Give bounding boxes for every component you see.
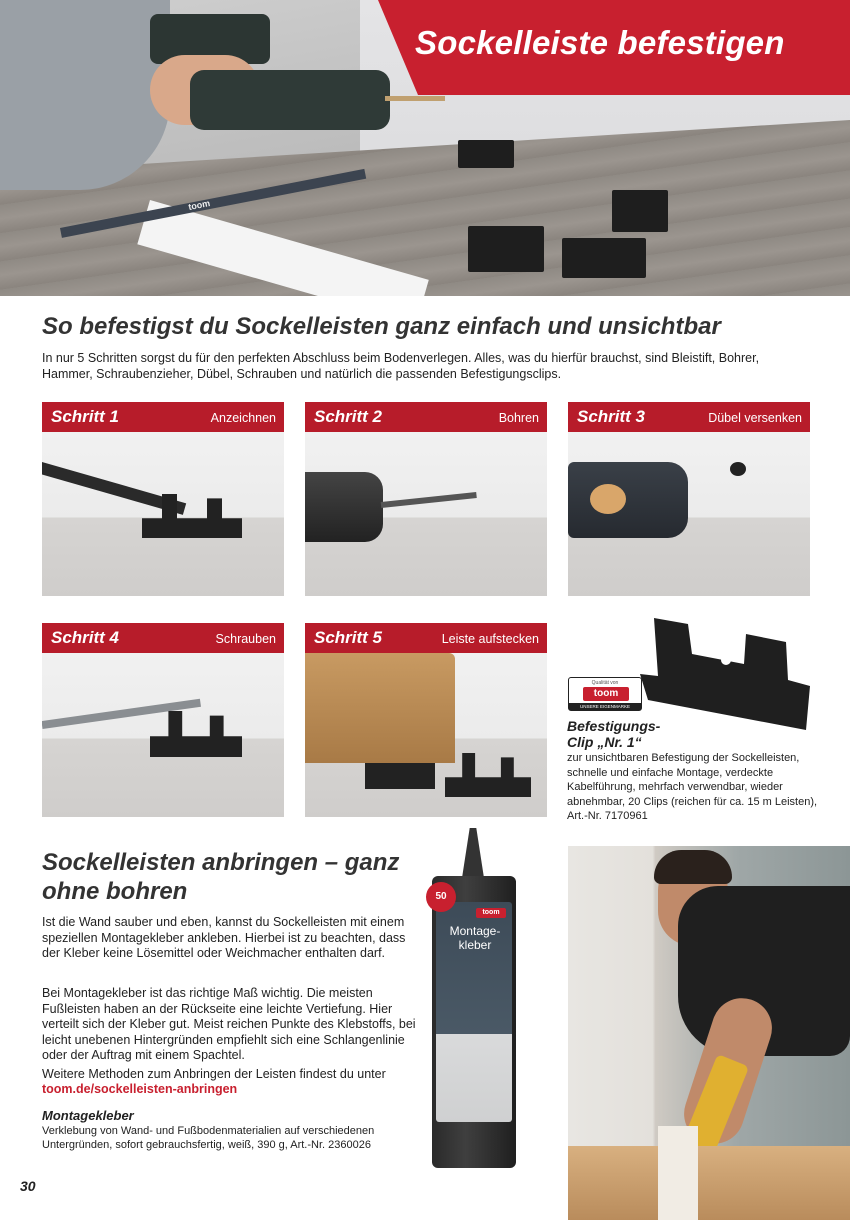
dowel-shape bbox=[730, 462, 746, 476]
glue-paragraph-1: Ist die Wand sauber und eben, kannst du Sockelleisten mit einem speziellen Montagekleber ankleben. Hierbei ist zu beachten, dass der Kleber keine Lösemittel oder Weichmacher enthalten darf. bbox=[42, 915, 406, 960]
worker-hair bbox=[654, 850, 732, 884]
hero-drill-bit bbox=[385, 96, 445, 101]
section-headline: So befestigst du Sockelleisten ganz einfach und unsichtbar bbox=[42, 313, 721, 340]
intro-text: In nur 5 Schritten sorgst du für den perfekten Abschluss beim Bodenverlegen. Alles, was du hierfür brauchst, sind Bleistift, Bohrer, Hammer, Schraubenzieher, Dübel, Schrauben und natürlich die passenden Befestigungsclips. bbox=[42, 351, 760, 381]
hero-clip bbox=[468, 226, 544, 272]
tube-label bbox=[436, 902, 512, 1122]
step-description: Dübel versenken bbox=[708, 411, 802, 425]
step-photo bbox=[305, 432, 547, 596]
step-description: Anzeichnen bbox=[210, 411, 276, 425]
clip-shape bbox=[365, 763, 435, 789]
hero-clip bbox=[562, 238, 646, 278]
logo-tagline: UNSERE EIGENMARKE bbox=[569, 703, 641, 710]
tube-product-name: Montage- kleber bbox=[449, 924, 501, 952]
pencil-brand: toom bbox=[187, 198, 211, 213]
step-label: Schritt 5 bbox=[314, 628, 383, 647]
clip-shape bbox=[445, 753, 531, 797]
glue-paragraph-3: Weitere Methoden zum Anbringen der Leisten findest du unter bbox=[42, 1067, 386, 1081]
hero-image bbox=[0, 0, 850, 296]
step-card-3 bbox=[568, 402, 810, 596]
clip-name-line2: Clip „Nr. 1“ bbox=[567, 734, 642, 750]
hero-clip bbox=[458, 140, 514, 168]
step-card-5 bbox=[305, 623, 547, 817]
step-photo bbox=[305, 653, 547, 817]
worker-skirting bbox=[658, 1126, 698, 1220]
step-label: Schritt 1 bbox=[51, 407, 120, 426]
step-label: Schritt 2 bbox=[314, 407, 383, 426]
hero-drill bbox=[190, 70, 390, 130]
glue-paragraph-2: Bei Montagekleber ist das richtige Maß wichtig. Die meisten Fußleisten haben an der Rückseite eine leichte Vertiefung. Hier verteilt sich der Kleber gut. Meist reichen Punkte des Klebstoffs, bei leicht unebenen Hintergründen empfiehlt sich eine Schlangenlinie oder der Auftrag mit einem Spachtel. bbox=[42, 986, 416, 1062]
worker-floor bbox=[568, 1146, 850, 1220]
tube-brand: toom bbox=[476, 908, 506, 918]
toom-quality-logo bbox=[568, 677, 642, 711]
step-photo bbox=[42, 653, 284, 817]
step-description: Bohren bbox=[498, 411, 539, 425]
step-header bbox=[568, 402, 810, 432]
step-header bbox=[305, 402, 547, 432]
worker-photo bbox=[568, 846, 850, 1220]
step-description: Leiste aufstecken bbox=[441, 632, 539, 646]
skirting-board-shape bbox=[305, 653, 455, 763]
page-title: Sockelleiste befestigen bbox=[415, 24, 785, 61]
clip-name-line1: Befestigungs- bbox=[567, 718, 661, 734]
glue-product-name: Montagekleber bbox=[42, 1108, 134, 1123]
clip-product-description: zur unsichtbaren Befestigung der Sockelleisten, schnelle und einfache Montage, verdeckte Kabelführung, mehrfach verwendbar, wieder abnehmbar, 20 Clips (reichen für ca. 15 m Leisten), Art.-Nr. 7170961 bbox=[567, 752, 818, 822]
montagekleber-tube bbox=[432, 872, 516, 1172]
hammer-head-shape bbox=[568, 462, 688, 538]
step-label: Schritt 3 bbox=[577, 407, 646, 426]
clip-shape bbox=[150, 711, 242, 757]
drill-bit-shape bbox=[381, 492, 477, 508]
logo-quality-text: Qualität von bbox=[591, 680, 619, 686]
step-label: Schritt 4 bbox=[51, 628, 120, 647]
logo-brand: toom bbox=[583, 687, 629, 701]
glue-headline: Sockelleisten anbringen – ganz ohne bohren bbox=[42, 849, 400, 905]
step-header bbox=[42, 402, 284, 432]
step-photo bbox=[568, 432, 810, 596]
hammer-handle-shape bbox=[590, 484, 626, 514]
step-description: Schrauben bbox=[215, 632, 276, 646]
drill-chuck-shape bbox=[305, 472, 383, 542]
tube-badge: 50 bbox=[426, 882, 456, 912]
hero-arm bbox=[0, 0, 170, 190]
more-methods-link[interactable]: toom.de/sockelleisten-anbringen bbox=[42, 1082, 238, 1096]
step-card-1 bbox=[42, 402, 284, 596]
step-header bbox=[305, 623, 547, 653]
glue-product-description: Verklebung von Wand- und Fußbodenmaterialien auf verschiedenen Untergründen, sofort gebrauchsfertig, weiß, 390 g, Art.-Nr. 2360026 bbox=[42, 1125, 375, 1151]
page-number: 30 bbox=[20, 1178, 36, 1194]
step-card-2 bbox=[305, 402, 547, 596]
clip-product-name bbox=[567, 718, 747, 750]
step-header bbox=[42, 623, 284, 653]
step-photo bbox=[42, 432, 284, 596]
tube-nozzle bbox=[462, 828, 484, 878]
hero-clip bbox=[612, 190, 668, 232]
step-card-4 bbox=[42, 623, 284, 817]
